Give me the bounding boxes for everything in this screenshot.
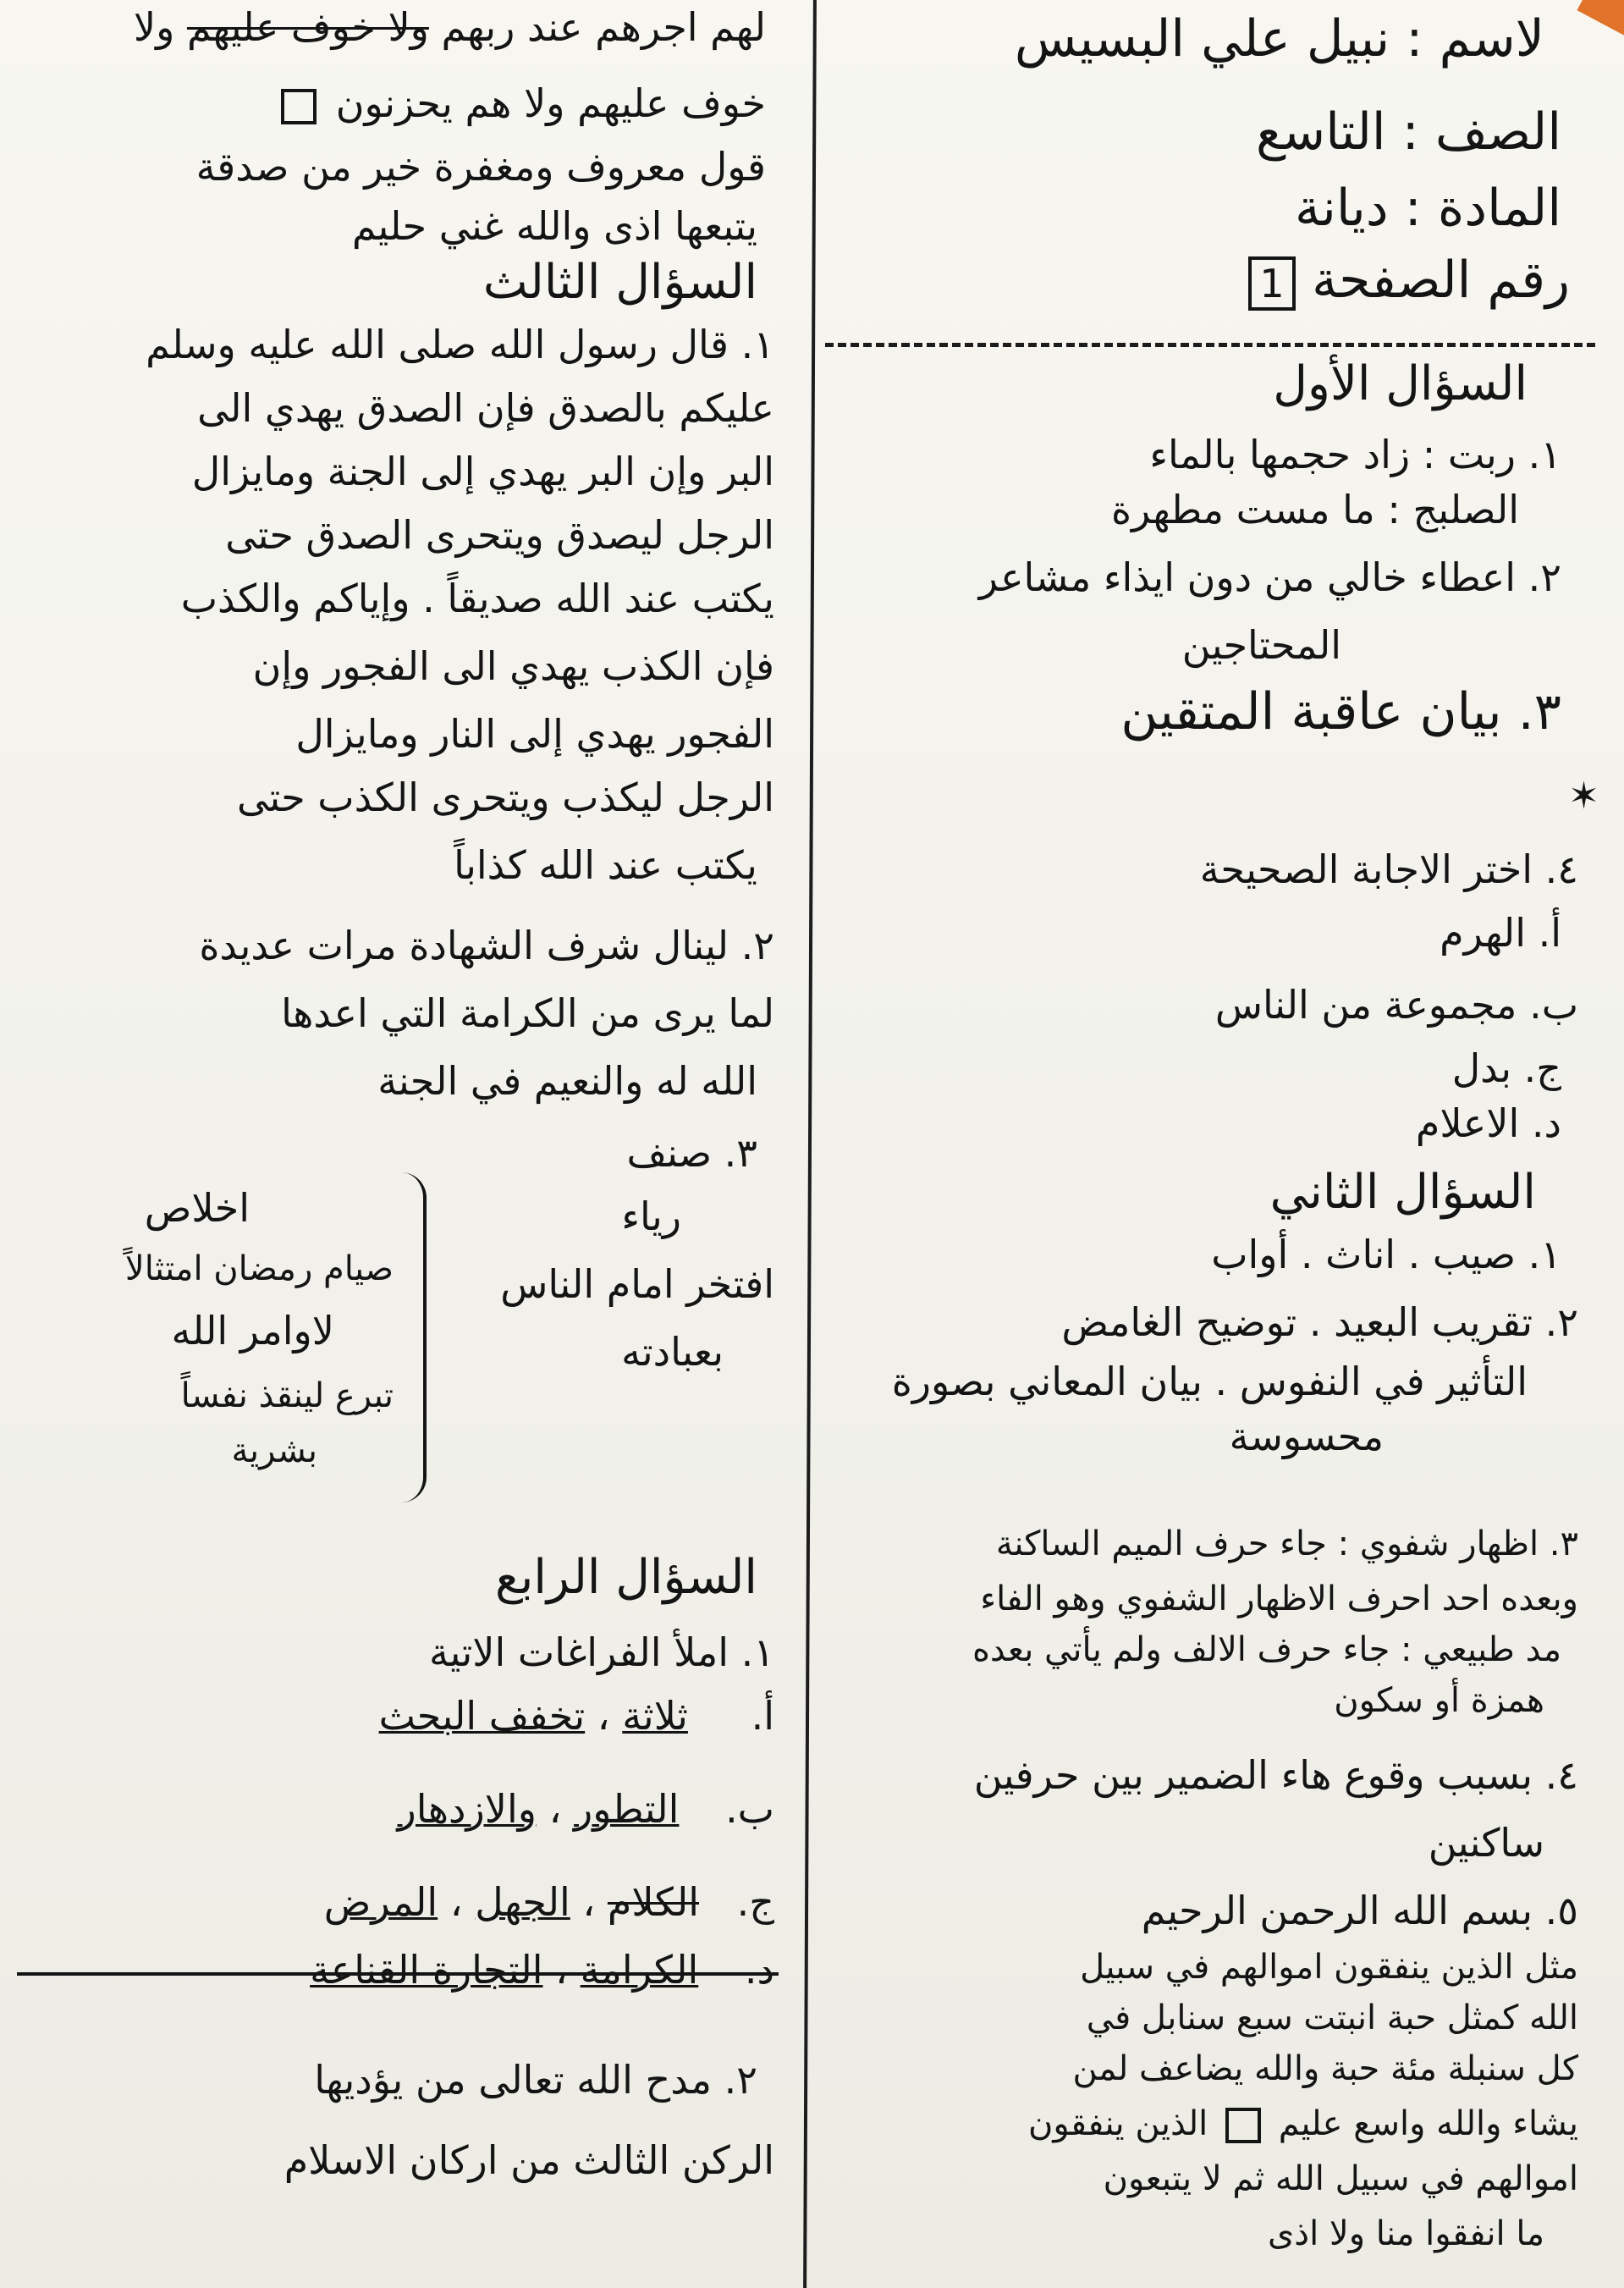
riya-example-1: افتخر امام الناس <box>500 1261 774 1307</box>
q3-item-1e: يكتب عند الله صديقاً . وإياكم والكذب <box>180 576 774 621</box>
q3-item-1c: البر وإن البر يهدي إلى الجنة ومايزال <box>191 449 774 494</box>
student-grade: الصف : التاسع <box>1256 102 1561 162</box>
q4-fill-a-value-2: تخفف البحث <box>378 1693 586 1739</box>
q4-item-2a: ٢. مدح الله تعالى من يؤديها <box>314 2057 757 2103</box>
q2-item-5c: الله كمثل حبة انبتت سبع سنابل في <box>1086 1999 1578 2037</box>
verse-separator-box <box>1225 2108 1261 2143</box>
verse-cont-1 <box>134 4 766 51</box>
ikhlas-example-1: صيام رمضان امتثالاً <box>124 1249 394 1288</box>
ikhlas-example-1b: لاوامر الله <box>171 1308 334 1354</box>
q3-item-1b: عليكم بالصدق فإن الصدق يهدي الى <box>197 385 774 431</box>
q2-item-5b: مثل الذين ينفقون اموالهم في سبيل <box>1080 1948 1578 1987</box>
q4-item-2b: الركن الثالث من اركان الاسلام <box>284 2137 774 2183</box>
verse-cont-4: يتبعها اذى والله غني حليم <box>351 203 757 249</box>
corner-paper-strip <box>1577 0 1624 46</box>
ikhlas-example-2b: بشرية <box>231 1431 317 1470</box>
q2-item-3b: وبعده احد احرف الاظهار الشفوي وهو الفاء <box>980 1580 1578 1618</box>
page-number-row <box>1231 250 1570 311</box>
q1-item-2b: المحتاجين <box>1181 622 1341 668</box>
q3-item-1a: ١. قال رسول الله صلى الله عليه وسلم <box>146 322 774 367</box>
q2-item-5e-row <box>1028 2103 1578 2144</box>
q4-fill-c-value-1: الجهل <box>475 1879 570 1925</box>
verse-cont-1-end: ولا <box>133 4 175 50</box>
q4-title: السؤال الرابع <box>494 1550 757 1605</box>
q4-fill-c-value-2: المرض <box>323 1879 438 1925</box>
q4-fill-b-value-1: التطور <box>574 1786 680 1832</box>
verse-cont-2: خوف عليهم ولا هم يحزنون <box>335 80 766 126</box>
q3-item-1i: يكتب عند الله كذاباً <box>454 842 757 888</box>
q3-item-1d: الرجل ليصدق ويتحرى الصدق حتى <box>225 512 774 558</box>
riya-example-2: بعبادته <box>621 1329 724 1375</box>
ikhlas-label: اخلاص <box>144 1185 250 1231</box>
q3-title: السؤال الثالث <box>482 255 757 310</box>
q4-fill-d-value-1: الكرامة <box>580 1947 699 1993</box>
q2-item-3a: ٣. اظهار شفوي : جاء حرف الميم الساكنة <box>995 1524 1578 1563</box>
q1-title: السؤال الأول <box>1273 356 1528 411</box>
q4-fill-a-value-1: ثلاثة <box>622 1693 688 1739</box>
q4-fill-b-label: ب. <box>725 1786 774 1832</box>
q3-item-1g: الفجور يهدي إلى النار ومايزال <box>295 711 774 757</box>
verse-cont-1a: لهم اجرهم عند ربهم <box>441 4 766 50</box>
q2-item-2c: محسوسة <box>1229 1414 1384 1459</box>
verse-cont-2-row <box>274 80 766 127</box>
q1-item-1a: ١. ربت : زاد حجمها بالماء <box>1149 432 1561 477</box>
q4-fill-b: ب. التطور ، والازدهار <box>397 1786 774 1832</box>
ikhlas-example-2: تبرع لينقذ نفساً <box>180 1376 394 1415</box>
q4-fill-d: د. الكرامة ، التجارة القناعة <box>310 1947 774 1993</box>
q1-item-2a: ٢. اعطاء خالي من دون ايذاء مشاعر <box>978 554 1561 600</box>
subject: المادة : ديانة <box>1295 179 1561 238</box>
q4-fill-b-value-2: والازدهار <box>397 1786 537 1832</box>
q3-item-1f: فإن الكذب يهدي الى الفجور وإن <box>252 643 774 689</box>
column-divider <box>803 0 817 2288</box>
q2-item-3d: همزة أو سكون <box>1334 1681 1544 1720</box>
q2-item-5f: الذين ينفقون <box>1027 2104 1208 2143</box>
q2-item-2b: التأثير في النفوس . بيان المعاني بصورة <box>891 1359 1528 1404</box>
riya-label: رياء <box>621 1194 681 1239</box>
q1-item-3: ٣. بيان عاقبة المتقين <box>1120 682 1561 742</box>
q4-fill-d-label: د. <box>744 1947 774 1993</box>
q1-choice-b: ب. مجموعة من الناس <box>1214 982 1578 1028</box>
q4-item-1: ١. املأ الفراغات الاتية <box>428 1629 774 1675</box>
page-number-box: 1 <box>1248 256 1296 311</box>
fill-c-guideline <box>17 1972 779 1976</box>
page-label: رقم الصفحة <box>1312 251 1570 310</box>
q2-item-2a: ٢. تقريب البعيد . توضيح الغامض <box>1061 1299 1578 1345</box>
q1-choice-d: د. الاعلام <box>1415 1100 1561 1146</box>
q1-item-1b: الصلبج : ما مست مطهرة <box>1110 487 1519 532</box>
q4-fill-d-value-2: التجارة القناعة <box>310 1947 543 1993</box>
q2-item-4a: ٤. بسبب وقوع هاء الضمير بين حرفين <box>973 1752 1578 1798</box>
q2-item-5h: ما انفقوا منا ولا اذى <box>1267 2214 1544 2253</box>
q1-choice-c: ج. بدل <box>1451 1045 1561 1091</box>
q2-item-5e: يشاء والله واسع عليم <box>1278 2104 1578 2143</box>
verse-cont-1-struck: ولا خوف عليهم <box>186 4 429 50</box>
q3-item-3: ٣. صنف <box>626 1130 757 1176</box>
q4-fill-c-label: ج. <box>736 1879 774 1925</box>
classification-brace <box>398 1172 427 1502</box>
q2-item-4b: ساكنين <box>1428 1820 1544 1866</box>
student-name: لاسم : نبيل علي البسيس <box>1014 9 1544 69</box>
margin-mark: ✶ <box>1568 775 1599 818</box>
q4-fill-a: أ. ثلاثة ، تخفف البحث <box>378 1693 774 1739</box>
q3-item-1h: الرجل ليكذب ويتحرى الكذب حتى <box>237 775 774 820</box>
q1-item-4: ٤. اختر الاجابة الصحيحة <box>1199 846 1578 892</box>
q4-fill-a-label: أ. <box>751 1693 774 1739</box>
q2-item-5g: اموالهم في سبيل الله ثم لا يتبعون <box>1103 2159 1578 2198</box>
q2-item-5a: ٥. بسم الله الرحمن الرحيم <box>1141 1888 1578 1933</box>
q3-item-2c: الله له والنعيم في الجنة <box>377 1058 757 1104</box>
verse-cont-3: قول معروف ومغفرة خير من صدقة <box>195 144 766 190</box>
q2-title: السؤال الثاني <box>1269 1165 1536 1220</box>
q2-item-5d: كل سنبلة مئة حبة والله يضاعف لمن <box>1072 2049 1578 2088</box>
q1-choice-a: أ. الهرم <box>1440 910 1561 956</box>
q2-item-3c: مد طبيعي : جاء حرف الالف ولم يأتي بعده <box>972 1630 1561 1669</box>
q4-fill-c: ج. الكلام ، الجهل ، المرض <box>323 1879 774 1925</box>
header-divider <box>825 343 1595 347</box>
q3-item-2a: ٢. لينال شرف الشهادة مرات عديدة <box>199 923 774 968</box>
q2-item-1: ١. صيب . اناث . أواب <box>1211 1232 1561 1277</box>
q3-item-2b: لما يرى من الكرامة التي اعدها <box>281 990 774 1036</box>
q4-fill-c-struck: الكلام <box>607 1879 700 1925</box>
verse-end-box <box>281 89 317 124</box>
